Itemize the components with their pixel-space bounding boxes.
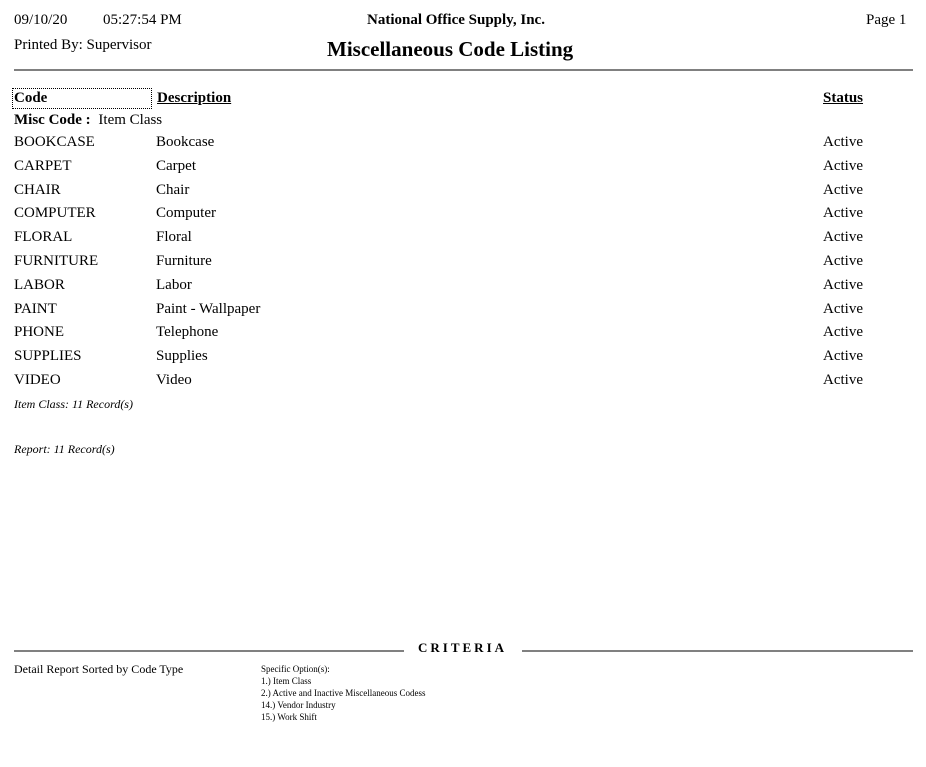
description-cell: Supplies bbox=[156, 348, 208, 365]
code-cell: SUPPLIES bbox=[14, 348, 82, 365]
status-cell: Active bbox=[823, 134, 863, 150]
description-cell: Paint - Wallpaper bbox=[156, 300, 261, 317]
group-total: Item Class: 11 Record(s) bbox=[14, 397, 133, 411]
table-row bbox=[0, 158, 926, 182]
table-row bbox=[0, 229, 926, 253]
description-cell: Chair bbox=[156, 181, 190, 198]
code-cell: PHONE bbox=[14, 324, 65, 341]
column-header-description: Description bbox=[157, 90, 232, 106]
status-cell: Active bbox=[823, 324, 863, 341]
description-cell: Floral bbox=[156, 229, 192, 246]
status-cell: Active bbox=[823, 181, 863, 198]
description-cell: Computer bbox=[156, 205, 216, 222]
code-cell: COMPUTER bbox=[14, 205, 96, 222]
status-cell: Active bbox=[823, 229, 863, 246]
description-cell: Labor bbox=[156, 276, 192, 293]
status-cell: Active bbox=[823, 253, 863, 269]
code-cell: FURNITURE bbox=[14, 253, 99, 269]
company-name: National Office Supply, Inc. bbox=[367, 12, 545, 28]
criteria-rule-right bbox=[522, 650, 913, 652]
report-total: Report: 11 Record(s) bbox=[14, 442, 115, 456]
code-cell: PAINT bbox=[14, 300, 57, 317]
status-cell: Active bbox=[823, 205, 863, 222]
report-title: Miscellaneous Code Listing bbox=[327, 37, 574, 61]
code-cell: LABOR bbox=[14, 276, 65, 293]
report-time: 05:27:54 PM bbox=[103, 12, 182, 28]
code-cell: FLORAL bbox=[14, 229, 73, 246]
criteria-label: CRITERIA bbox=[418, 640, 508, 655]
description-cell: Telephone bbox=[156, 324, 219, 341]
status-cell: Active bbox=[823, 348, 863, 365]
table-row bbox=[0, 324, 926, 348]
code-cell: CARPET bbox=[14, 157, 72, 174]
column-header-code-label: Code bbox=[14, 90, 150, 107]
criteria-options bbox=[261, 663, 425, 723]
criteria-rule-left bbox=[14, 650, 404, 652]
description-cell: Furniture bbox=[156, 253, 212, 269]
table-row bbox=[0, 205, 926, 229]
table-row bbox=[0, 182, 926, 206]
column-header-status: Status bbox=[823, 90, 864, 106]
group-heading bbox=[14, 112, 162, 129]
status-cell: Active bbox=[823, 276, 863, 293]
description-cell: Carpet bbox=[156, 157, 196, 174]
code-cell: BOOKCASE bbox=[14, 134, 95, 150]
status-cell: Active bbox=[823, 300, 863, 317]
criteria-option: 1.) Item Class bbox=[261, 676, 312, 686]
code-cell: VIDEO bbox=[14, 372, 61, 388]
table-row bbox=[0, 301, 926, 325]
group-value: Item Class bbox=[98, 112, 163, 128]
table-row bbox=[0, 372, 926, 396]
description-cell: Video bbox=[156, 372, 192, 388]
table-row bbox=[0, 277, 926, 301]
criteria-option: 15.) Work Shift bbox=[261, 712, 317, 722]
description-cell: Bookcase bbox=[156, 134, 215, 150]
criteria-options-title: Specific Option(s): bbox=[261, 664, 330, 674]
group-label: Misc Code : bbox=[14, 112, 91, 128]
column-header-code[interactable] bbox=[14, 90, 150, 107]
criteria-option: 14.) Vendor Industry bbox=[261, 700, 336, 710]
criteria-sort: Detail Report Sorted by Code Type bbox=[14, 662, 184, 676]
report-date: 09/10/20 bbox=[14, 12, 68, 28]
code-cell: CHAIR bbox=[14, 181, 61, 198]
printed-by: Printed By: Supervisor bbox=[14, 37, 152, 53]
header-rule bbox=[14, 69, 913, 71]
status-cell: Active bbox=[823, 157, 863, 174]
table-row bbox=[0, 348, 926, 372]
page-number: Page 1 bbox=[866, 12, 907, 28]
table-row bbox=[0, 253, 926, 277]
table-row bbox=[0, 134, 926, 158]
status-cell: Active bbox=[823, 372, 863, 388]
criteria-option: 2.) Active and Inactive Miscellaneous Codess bbox=[261, 688, 426, 698]
